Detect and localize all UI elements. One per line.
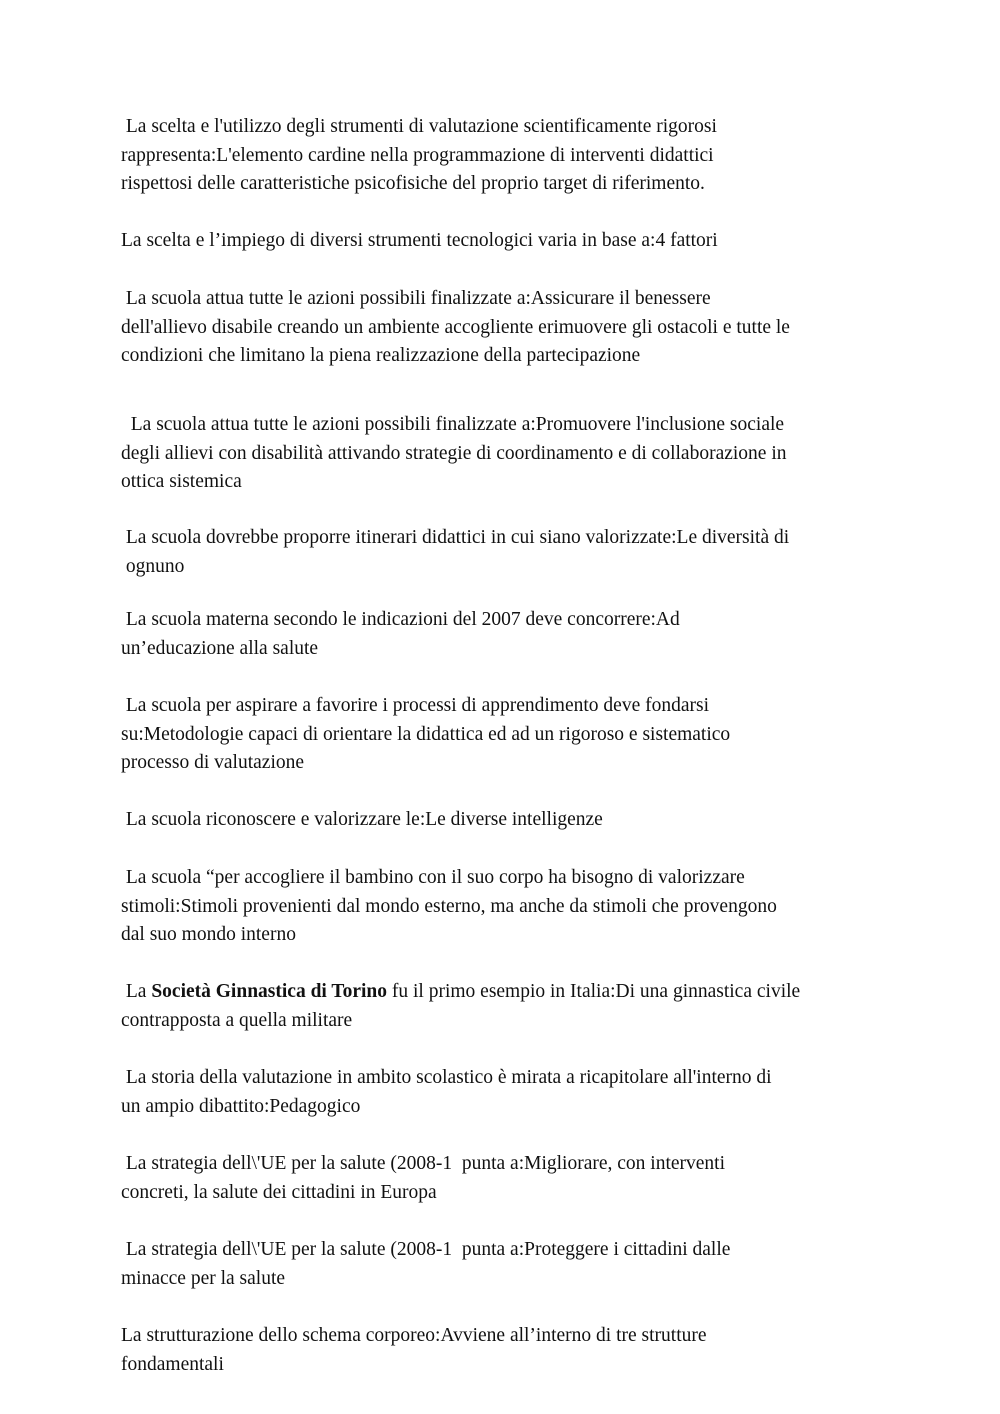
text-line: La strategia dell\'UE per la salute (2008-1 punta a:Proteggere i cittadini dalle <box>121 1239 731 1260</box>
text-line: rappresenta:L'elemento cardine nella programmazione di interventi didattici <box>121 144 714 166</box>
paragraph-13 <box>121 1236 896 1293</box>
text-segment: fu il primo esempio in Italia:Di una ginnastica civile <box>387 981 801 1002</box>
paragraph-4 <box>121 411 896 497</box>
paragraph-5 <box>121 524 896 581</box>
text-line: ognuno <box>121 555 185 577</box>
text-line: rispettosi delle caratteristiche psicofisiche del proprio target di riferimento. <box>121 173 705 195</box>
paragraph-7 <box>121 692 896 778</box>
bold-text-segment: Società Ginnastica di Torino <box>151 981 387 1002</box>
text-line: La scuola riconoscere e valorizzare le:Le diverse intelligenze <box>121 809 603 830</box>
text-line: La storia della valutazione in ambito scolastico è mirata a ricapitolare all'interno di <box>121 1067 772 1088</box>
text-line: minacce per la salute <box>121 1267 286 1289</box>
paragraph-6 <box>121 606 896 663</box>
text-line: La scuola dovrebbe proporre itinerari didattici in cui siano valorizzate:Le diversità di <box>121 527 790 548</box>
text-line: degli allievi con disabilità attivando strategie di coordinamento e di collaborazione in <box>121 442 787 464</box>
paragraph-11 <box>121 1064 896 1121</box>
paragraph-14 <box>121 1322 896 1379</box>
text-line: La scuola materna secondo le indicazioni del 2007 deve concorrere:Ad <box>121 609 680 630</box>
text-line: processo di valutazione <box>121 752 305 774</box>
paragraph-1 <box>121 113 896 199</box>
text-line: La scuola attua tutte le azioni possibili finalizzate a:Promuovere l'inclusione sociale <box>121 414 785 435</box>
text-line: La strutturazione dello schema corporeo:Avviene all’interno di tre strutture <box>121 1325 707 1346</box>
text-line: concreti, la salute dei cittadini in Europa <box>121 1181 437 1203</box>
text-line: La scuola per aspirare a favorire i processi di apprendimento deve fondarsi <box>121 695 710 716</box>
text-line: condizioni che limitano la piena realizzazione della partecipazione <box>121 345 641 367</box>
paragraph-12 <box>121 1150 896 1207</box>
text-line: contrapposta a quella militare <box>121 1009 353 1031</box>
text-line: La scelta e l'utilizzo degli strumenti di valutazione scientificamente rigorosi <box>121 116 717 137</box>
text-line: La strategia dell\'UE per la salute (2008-1 punta a:Migliorare, con interventi <box>121 1153 726 1174</box>
text-line: dell'allievo disabile creando un ambiente accogliente erimuovere gli ostacoli e tutte le <box>121 316 790 338</box>
text-line: La scuola “per accogliere il bambino con il suo corpo ha bisogno di valorizzare <box>121 867 745 888</box>
text-segment: La <box>121 981 152 1002</box>
paragraph-2 <box>121 227 896 256</box>
paragraph-10 <box>121 978 896 1035</box>
paragraph-9 <box>121 864 896 950</box>
paragraph-3 <box>121 285 896 371</box>
text-line: su:Metodologie capaci di orientare la didattica ed ad un rigoroso e sistematico <box>121 723 731 745</box>
text-line <box>121 978 896 1007</box>
text-line: un’educazione alla salute <box>121 637 319 659</box>
text-line: stimoli:Stimoli provenienti dal mondo esterno, ma anche da stimoli che provengono <box>121 895 777 917</box>
text-line: La scelta e l’impiego di diversi strumenti tecnologici varia in base a:4 fattori <box>121 230 718 251</box>
text-line: dal suo mondo interno <box>121 924 296 946</box>
paragraph-8 <box>121 806 896 835</box>
text-line: La scuola attua tutte le azioni possibili finalizzate a:Assicurare il benessere <box>121 288 711 309</box>
text-line: fondamentali <box>121 1353 224 1375</box>
text-line: un ampio dibattito:Pedagogico <box>121 1095 361 1117</box>
text-line: ottica sistemica <box>121 471 242 493</box>
